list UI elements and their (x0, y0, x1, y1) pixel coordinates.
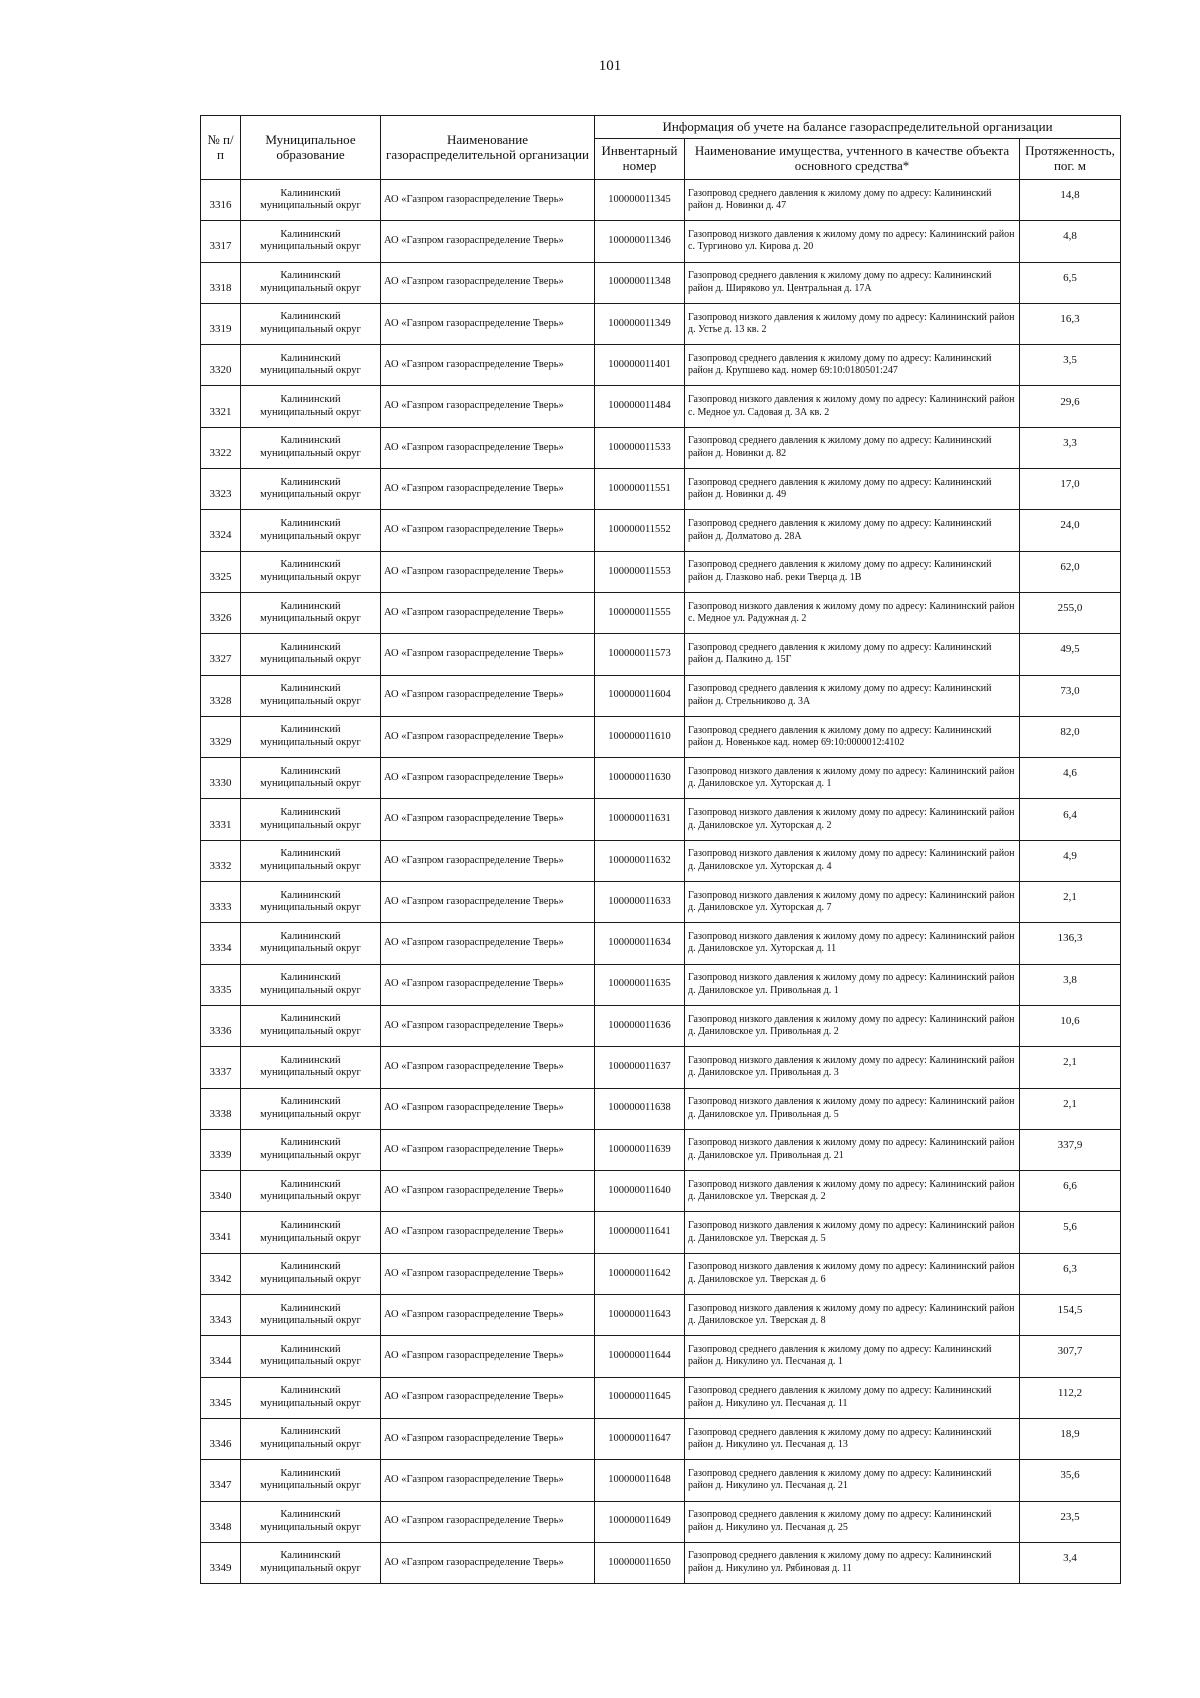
table-row (201, 262, 1121, 303)
row-number: 3326 (201, 592, 241, 633)
length-cell: 18,9 (1020, 1418, 1121, 1459)
asset-name-cell: Газопровод низкого давления к жилому дому по адресу: Калининский район с. Медное ул. Радужная д. 2 (685, 592, 1020, 633)
inventory-number-cell: 100000011552 (595, 510, 685, 551)
municipality-cell: Калининский муниципальный округ (241, 1377, 381, 1418)
organization-cell: АО «Газпром газораспределение Тверь» (381, 675, 595, 716)
inventory-number-cell: 100000011348 (595, 262, 685, 303)
length-cell: 6,3 (1020, 1253, 1121, 1294)
row-number: 3337 (201, 1047, 241, 1088)
asset-name-cell: Газопровод среднего давления к жилому дому по адресу: Калининский район д. Ширяково ул. Центральная д. 17А (685, 262, 1020, 303)
organization-cell: АО «Газпром газораспределение Тверь» (381, 634, 595, 675)
row-number: 3345 (201, 1377, 241, 1418)
municipality-cell: Калининский муниципальный округ (241, 1336, 381, 1377)
header-asset-name: Наименование имущества, учтенного в качестве объекта основного средства* (685, 139, 1020, 180)
row-number: 3323 (201, 469, 241, 510)
table-row (201, 1005, 1121, 1046)
length-cell: 136,3 (1020, 923, 1121, 964)
municipality-cell: Калининский муниципальный округ (241, 180, 381, 221)
length-cell: 4,6 (1020, 758, 1121, 799)
page-number: 101 (598, 58, 622, 74)
municipality-cell: Калининский муниципальный округ (241, 1542, 381, 1583)
inventory-number-cell: 100000011551 (595, 469, 685, 510)
inventory-number-cell: 100000011635 (595, 964, 685, 1005)
organization-cell: АО «Газпром газораспределение Тверь» (381, 1212, 595, 1253)
asset-name-cell: Газопровод среднего давления к жилому дому по адресу: Калининский район д. Никулино ул. Песчаная д. 21 (685, 1460, 1020, 1501)
row-number: 3320 (201, 345, 241, 386)
header-municipality: Муниципальное образование (241, 116, 381, 180)
asset-name-cell: Газопровод среднего давления к жилому дому по адресу: Калининский район д. Новенькое кад. номер 69:10:0000012:4102 (685, 716, 1020, 757)
organization-cell: АО «Газпром газораспределение Тверь» (381, 1047, 595, 1088)
municipality-cell: Калининский муниципальный округ (241, 551, 381, 592)
asset-name-cell: Газопровод среднего давления к жилому дому по адресу: Калининский район д. Никулино ул. Песчаная д. 25 (685, 1501, 1020, 1542)
row-number: 3346 (201, 1418, 241, 1459)
inventory-number-cell: 100000011641 (595, 1212, 685, 1253)
inventory-number-cell: 100000011650 (595, 1542, 685, 1583)
organization-cell: АО «Газпром газораспределение Тверь» (381, 882, 595, 923)
municipality-cell: Калининский муниципальный округ (241, 262, 381, 303)
asset-name-cell: Газопровод среднего давления к жилому дому по адресу: Калининский район д. Никулино ул. Песчаная д. 13 (685, 1418, 1020, 1459)
asset-name-cell: Газопровод среднего давления к жилому дому по адресу: Калининский район д. Новинки д. 49 (685, 469, 1020, 510)
row-number: 3340 (201, 1171, 241, 1212)
length-cell: 154,5 (1020, 1295, 1121, 1336)
row-number: 3325 (201, 551, 241, 592)
row-number: 3341 (201, 1212, 241, 1253)
asset-name-cell: Газопровод низкого давления к жилому дому по адресу: Калининский район д. Даниловское ул. Привольная д. 21 (685, 1129, 1020, 1170)
inventory-number-cell: 100000011642 (595, 1253, 685, 1294)
inventory-number-cell: 100000011643 (595, 1295, 685, 1336)
length-cell: 307,7 (1020, 1336, 1121, 1377)
header-length: Протяженность, пог. м (1020, 139, 1121, 180)
inventory-number-cell: 100000011610 (595, 716, 685, 757)
asset-name-cell: Газопровод среднего давления к жилому дому по адресу: Калининский район д. Новинки д. 82 (685, 427, 1020, 468)
asset-name-cell: Газопровод низкого давления к жилому дому по адресу: Калининский район д. Даниловское ул. Тверская д. 5 (685, 1212, 1020, 1253)
asset-name-cell: Газопровод низкого давления к жилому дому по адресу: Калининский район д. Даниловское ул. Тверская д. 6 (685, 1253, 1020, 1294)
row-number: 3322 (201, 427, 241, 468)
municipality-cell: Калининский муниципальный округ (241, 1005, 381, 1046)
organization-cell: АО «Газпром газораспределение Тверь» (381, 1501, 595, 1542)
organization-cell: АО «Газпром газораспределение Тверь» (381, 221, 595, 262)
organization-cell: АО «Газпром газораспределение Тверь» (381, 1418, 595, 1459)
length-cell: 62,0 (1020, 551, 1121, 592)
organization-cell: АО «Газпром газораспределение Тверь» (381, 510, 595, 551)
municipality-cell: Калининский муниципальный округ (241, 634, 381, 675)
length-cell: 3,4 (1020, 1542, 1121, 1583)
organization-cell: АО «Газпром газораспределение Тверь» (381, 1377, 595, 1418)
municipality-cell: Калининский муниципальный округ (241, 1088, 381, 1129)
asset-name-cell: Газопровод низкого давления к жилому дому по адресу: Калининский район с. Медное ул. Садовая д. 3А кв. 2 (685, 386, 1020, 427)
asset-name-cell: Газопровод низкого давления к жилому дому по адресу: Калининский район д. Даниловское ул. Хуторская д. 7 (685, 882, 1020, 923)
table-row (201, 675, 1121, 716)
length-cell: 14,8 (1020, 180, 1121, 221)
organization-cell: АО «Газпром газораспределение Тверь» (381, 427, 595, 468)
length-cell: 2,1 (1020, 1047, 1121, 1088)
table-row (201, 799, 1121, 840)
inventory-number-cell: 100000011649 (595, 1501, 685, 1542)
inventory-number-cell: 100000011604 (595, 675, 685, 716)
table-row (201, 923, 1121, 964)
asset-name-cell: Газопровод среднего давления к жилому дому по адресу: Калининский район д. Стрельниково д. 3А (685, 675, 1020, 716)
organization-cell: АО «Газпром газораспределение Тверь» (381, 758, 595, 799)
municipality-cell: Калининский муниципальный округ (241, 345, 381, 386)
row-number: 3332 (201, 840, 241, 881)
length-cell: 6,4 (1020, 799, 1121, 840)
asset-name-cell: Газопровод среднего давления к жилому дому по адресу: Калининский район д. Крупшево кад. номер 69:10:0180501:247 (685, 345, 1020, 386)
organization-cell: АО «Газпром газораспределение Тверь» (381, 964, 595, 1005)
organization-cell: АО «Газпром газораспределение Тверь» (381, 303, 595, 344)
municipality-cell: Калининский муниципальный округ (241, 882, 381, 923)
row-number: 3319 (201, 303, 241, 344)
inventory-number-cell: 100000011553 (595, 551, 685, 592)
row-number: 3336 (201, 1005, 241, 1046)
table-row (201, 303, 1121, 344)
inventory-number-cell: 100000011555 (595, 592, 685, 633)
length-cell: 49,5 (1020, 634, 1121, 675)
asset-name-cell: Газопровод низкого давления к жилому дому по адресу: Калининский район д. Устье д. 13 кв. 2 (685, 303, 1020, 344)
municipality-cell: Калининский муниципальный округ (241, 758, 381, 799)
table-row (201, 1129, 1121, 1170)
inventory-number-cell: 100000011639 (595, 1129, 685, 1170)
table-row (201, 964, 1121, 1005)
length-cell: 2,1 (1020, 1088, 1121, 1129)
municipality-cell: Калининский муниципальный округ (241, 386, 381, 427)
table-row (201, 1460, 1121, 1501)
length-cell: 24,0 (1020, 510, 1121, 551)
organization-cell: АО «Газпром газораспределение Тверь» (381, 1542, 595, 1583)
inventory-number-cell: 100000011345 (595, 180, 685, 221)
inventory-number-cell: 100000011638 (595, 1088, 685, 1129)
row-number: 3349 (201, 1542, 241, 1583)
inventory-number-cell: 100000011631 (595, 799, 685, 840)
inventory-number-cell: 100000011647 (595, 1418, 685, 1459)
length-cell: 2,1 (1020, 882, 1121, 923)
length-cell: 3,5 (1020, 345, 1121, 386)
table-row (201, 427, 1121, 468)
municipality-cell: Калининский муниципальный округ (241, 840, 381, 881)
table-row (201, 1377, 1121, 1418)
table-row (201, 1295, 1121, 1336)
length-cell: 6,6 (1020, 1171, 1121, 1212)
organization-cell: АО «Газпром газораспределение Тверь» (381, 551, 595, 592)
row-number: 3333 (201, 882, 241, 923)
asset-name-cell: Газопровод среднего давления к жилому дому по адресу: Калининский район д. Никулино ул. Песчаная д. 11 (685, 1377, 1020, 1418)
organization-cell: АО «Газпром газораспределение Тверь» (381, 1171, 595, 1212)
table-row (201, 592, 1121, 633)
organization-cell: АО «Газпром газораспределение Тверь» (381, 262, 595, 303)
length-cell: 337,9 (1020, 1129, 1121, 1170)
row-number: 3344 (201, 1336, 241, 1377)
table-row (201, 1088, 1121, 1129)
header-inventory: Инвентарный номер (595, 139, 685, 180)
row-number: 3342 (201, 1253, 241, 1294)
table-row (201, 1171, 1121, 1212)
organization-cell: АО «Газпром газораспределение Тверь» (381, 923, 595, 964)
organization-cell: АО «Газпром газораспределение Тверь» (381, 592, 595, 633)
inventory-number-cell: 100000011630 (595, 758, 685, 799)
asset-name-cell: Газопровод среднего давления к жилому дому по адресу: Калининский район д. Палкино д. 15Г (685, 634, 1020, 675)
inventory-number-cell: 100000011645 (595, 1377, 685, 1418)
row-number: 3339 (201, 1129, 241, 1170)
length-cell: 82,0 (1020, 716, 1121, 757)
asset-name-cell: Газопровод низкого давления к жилому дому по адресу: Калининский район д. Даниловское ул. Привольная д. 3 (685, 1047, 1020, 1088)
table-row (201, 345, 1121, 386)
municipality-cell: Калининский муниципальный округ (241, 1047, 381, 1088)
table-row (201, 1212, 1121, 1253)
length-cell: 6,5 (1020, 262, 1121, 303)
length-cell: 3,8 (1020, 964, 1121, 1005)
organization-cell: АО «Газпром газораспределение Тверь» (381, 799, 595, 840)
row-number: 3348 (201, 1501, 241, 1542)
municipality-cell: Калининский муниципальный округ (241, 1129, 381, 1170)
length-cell: 10,6 (1020, 1005, 1121, 1046)
municipality-cell: Калининский муниципальный округ (241, 221, 381, 262)
asset-name-cell: Газопровод среднего давления к жилому дому по адресу: Калининский район д. Новинки д. 47 (685, 180, 1020, 221)
municipality-cell: Калининский муниципальный округ (241, 427, 381, 468)
municipality-cell: Калининский муниципальный округ (241, 469, 381, 510)
asset-name-cell: Газопровод среднего давления к жилому дому по адресу: Калининский район д. Глазково наб. реки Тверца д. 1В (685, 551, 1020, 592)
table-row (201, 1253, 1121, 1294)
municipality-cell: Калининский муниципальный округ (241, 923, 381, 964)
asset-table (200, 115, 1121, 1584)
row-number: 3327 (201, 634, 241, 675)
table-row (201, 882, 1121, 923)
row-number: 3321 (201, 386, 241, 427)
row-number: 3318 (201, 262, 241, 303)
municipality-cell: Калининский муниципальный округ (241, 1460, 381, 1501)
table-row (201, 758, 1121, 799)
length-cell: 23,5 (1020, 1501, 1121, 1542)
municipality-cell: Калининский муниципальный округ (241, 964, 381, 1005)
municipality-cell: Калининский муниципальный округ (241, 1418, 381, 1459)
asset-name-cell: Газопровод среднего давления к жилому дому по адресу: Калининский район д. Никулино ул. Песчаная д. 1 (685, 1336, 1020, 1377)
asset-name-cell: Газопровод низкого давления к жилому дому по адресу: Калининский район д. Даниловское ул. Тверская д. 8 (685, 1295, 1020, 1336)
organization-cell: АО «Газпром газораспределение Тверь» (381, 1295, 595, 1336)
table-row (201, 221, 1121, 262)
municipality-cell: Калининский муниципальный округ (241, 1501, 381, 1542)
municipality-cell: Калининский муниципальный округ (241, 1253, 381, 1294)
row-number: 3328 (201, 675, 241, 716)
table-row (201, 840, 1121, 881)
inventory-number-cell: 100000011346 (595, 221, 685, 262)
inventory-number-cell: 100000011401 (595, 345, 685, 386)
organization-cell: АО «Газпром газораспределение Тверь» (381, 840, 595, 881)
municipality-cell: Калининский муниципальный округ (241, 510, 381, 551)
length-cell: 3,3 (1020, 427, 1121, 468)
municipality-cell: Калининский муниципальный округ (241, 1171, 381, 1212)
row-number: 3343 (201, 1295, 241, 1336)
row-number: 3338 (201, 1088, 241, 1129)
municipality-cell: Калининский муниципальный округ (241, 675, 381, 716)
table-row (201, 510, 1121, 551)
organization-cell: АО «Газпром газораспределение Тверь» (381, 469, 595, 510)
organization-cell: АО «Газпром газораспределение Тверь» (381, 1336, 595, 1377)
table-row (201, 1047, 1121, 1088)
table-row (201, 469, 1121, 510)
inventory-number-cell: 100000011484 (595, 386, 685, 427)
inventory-number-cell: 100000011648 (595, 1460, 685, 1501)
row-number: 3316 (201, 180, 241, 221)
row-number: 3317 (201, 221, 241, 262)
inventory-number-cell: 100000011533 (595, 427, 685, 468)
header-balance-info: Информация об учете на балансе газораспределительной организации (595, 116, 1121, 139)
inventory-number-cell: 100000011349 (595, 303, 685, 344)
table-header (201, 116, 1121, 180)
length-cell: 29,6 (1020, 386, 1121, 427)
organization-cell: АО «Газпром газораспределение Тверь» (381, 1460, 595, 1501)
table-row (201, 1418, 1121, 1459)
table-row (201, 1542, 1121, 1583)
asset-name-cell: Газопровод низкого давления к жилому дому по адресу: Калининский район д. Даниловское ул. Хуторская д. 11 (685, 923, 1020, 964)
organization-cell: АО «Газпром газораспределение Тверь» (381, 345, 595, 386)
inventory-number-cell: 100000011633 (595, 882, 685, 923)
length-cell: 35,6 (1020, 1460, 1121, 1501)
municipality-cell: Калининский муниципальный округ (241, 716, 381, 757)
row-number: 3329 (201, 716, 241, 757)
organization-cell: АО «Газпром газораспределение Тверь» (381, 1129, 595, 1170)
row-number: 3330 (201, 758, 241, 799)
asset-name-cell: Газопровод низкого давления к жилому дому по адресу: Калининский район д. Даниловское ул. Хуторская д. 4 (685, 840, 1020, 881)
length-cell: 4,8 (1020, 221, 1121, 262)
organization-cell: АО «Газпром газораспределение Тверь» (381, 180, 595, 221)
inventory-number-cell: 100000011573 (595, 634, 685, 675)
inventory-number-cell: 100000011636 (595, 1005, 685, 1046)
asset-name-cell: Газопровод среднего давления к жилому дому по адресу: Калининский район д. Никулино ул. Рябиновая д. 11 (685, 1542, 1020, 1583)
row-number: 3324 (201, 510, 241, 551)
municipality-cell: Калининский муниципальный округ (241, 592, 381, 633)
table-row (201, 1336, 1121, 1377)
asset-name-cell: Газопровод низкого давления к жилому дому по адресу: Калининский район д. Даниловское ул. Хуторская д. 2 (685, 799, 1020, 840)
table-body (201, 180, 1121, 1584)
inventory-number-cell: 100000011634 (595, 923, 685, 964)
length-cell: 73,0 (1020, 675, 1121, 716)
organization-cell: АО «Газпром газораспределение Тверь» (381, 1253, 595, 1294)
organization-cell: АО «Газпром газораспределение Тверь» (381, 1088, 595, 1129)
municipality-cell: Калининский муниципальный округ (241, 1212, 381, 1253)
organization-cell: АО «Газпром газораспределение Тверь» (381, 1005, 595, 1046)
table-row (201, 1501, 1121, 1542)
length-cell: 112,2 (1020, 1377, 1121, 1418)
length-cell: 255,0 (1020, 592, 1121, 633)
table-row (201, 551, 1121, 592)
asset-name-cell: Газопровод низкого давления к жилому дому по адресу: Калининский район д. Даниловское ул. Тверская д. 2 (685, 1171, 1020, 1212)
asset-name-cell: Газопровод низкого давления к жилому дому по адресу: Калининский район д. Даниловское ул. Хуторская д. 1 (685, 758, 1020, 799)
table-row (201, 386, 1121, 427)
organization-cell: АО «Газпром газораспределение Тверь» (381, 716, 595, 757)
row-number: 3335 (201, 964, 241, 1005)
municipality-cell: Калининский муниципальный округ (241, 799, 381, 840)
header-num: № п/п (201, 116, 241, 180)
organization-cell: АО «Газпром газораспределение Тверь» (381, 386, 595, 427)
inventory-number-cell: 100000011640 (595, 1171, 685, 1212)
asset-name-cell: Газопровод низкого давления к жилому дому по адресу: Калининский район д. Даниловское ул. Привольная д. 5 (685, 1088, 1020, 1129)
inventory-number-cell: 100000011632 (595, 840, 685, 881)
length-cell: 4,9 (1020, 840, 1121, 881)
table-row (201, 716, 1121, 757)
row-number: 3334 (201, 923, 241, 964)
municipality-cell: Калининский муниципальный округ (241, 1295, 381, 1336)
row-number: 3347 (201, 1460, 241, 1501)
asset-name-cell: Газопровод низкого давления к жилому дому по адресу: Калининский район д. Даниловское ул. Привольная д. 2 (685, 1005, 1020, 1046)
inventory-number-cell: 100000011644 (595, 1336, 685, 1377)
inventory-number-cell: 100000011637 (595, 1047, 685, 1088)
asset-name-cell: Газопровод низкого давления к жилому дому по адресу: Калининский район с. Тургиново ул. Кирова д. 20 (685, 221, 1020, 262)
length-cell: 17,0 (1020, 469, 1121, 510)
municipality-cell: Калининский муниципальный округ (241, 303, 381, 344)
table-row (201, 180, 1121, 221)
length-cell: 5,6 (1020, 1212, 1121, 1253)
row-number: 3331 (201, 799, 241, 840)
asset-name-cell: Газопровод среднего давления к жилому дому по адресу: Калининский район д. Долматово д. 28А (685, 510, 1020, 551)
table-row (201, 634, 1121, 675)
length-cell: 16,3 (1020, 303, 1121, 344)
header-organization: Наименование газораспределительной организации (381, 116, 595, 180)
asset-name-cell: Газопровод низкого давления к жилому дому по адресу: Калининский район д. Даниловское ул. Привольная д. 1 (685, 964, 1020, 1005)
